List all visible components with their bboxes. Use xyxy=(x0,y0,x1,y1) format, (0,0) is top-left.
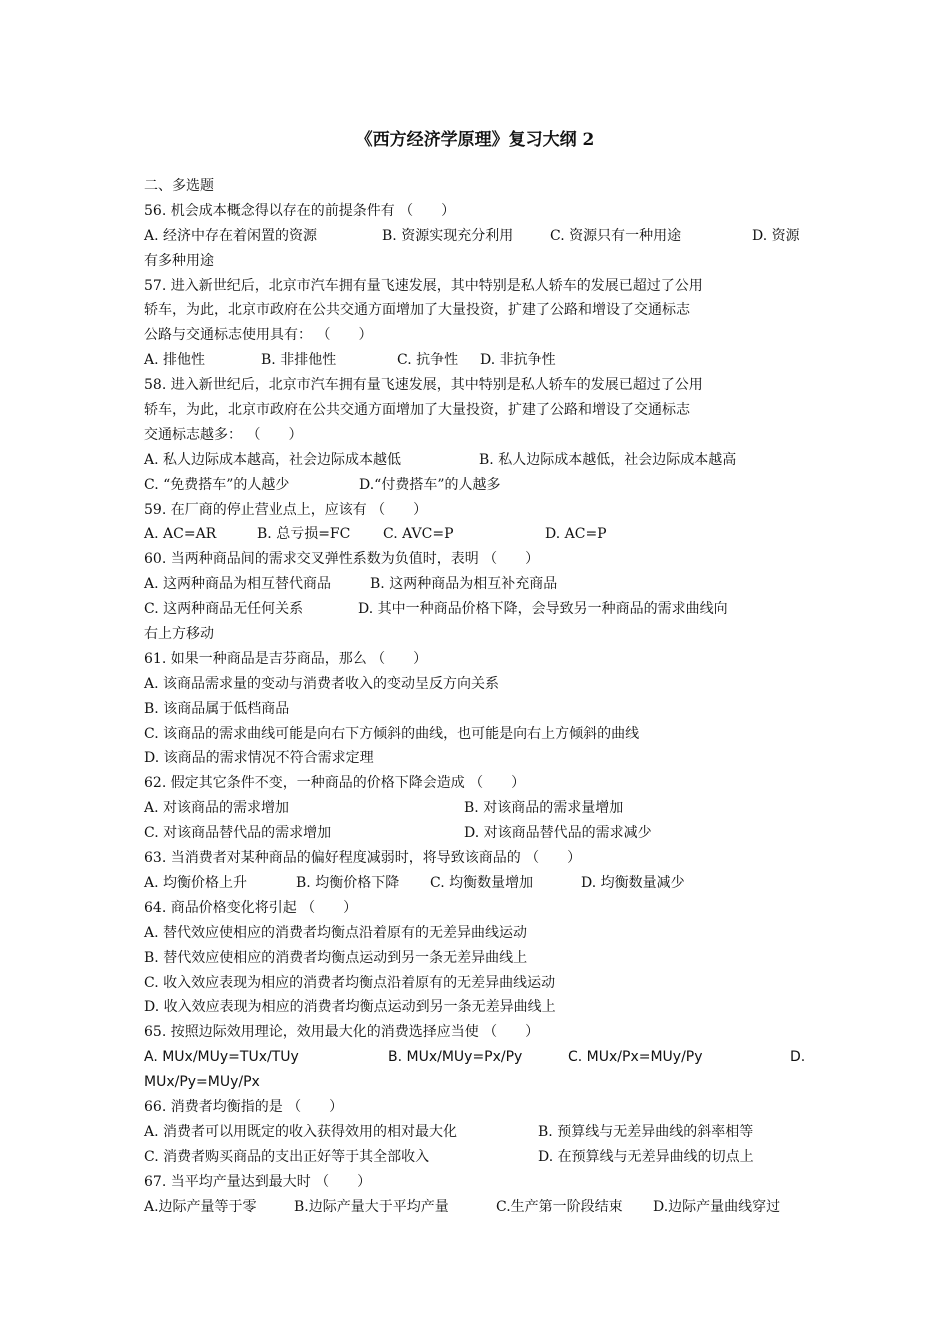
option-c: C. MUx/Px=MUy/Py xyxy=(568,1049,703,1066)
question-59: 59. 在厂商的停止营业点上，应该有 （ ） xyxy=(144,501,428,518)
option-d: D. 收入效应表现为相应的消费者均衡点运动到另一条无差异曲线上 xyxy=(144,999,556,1016)
option-c: C. 资源只有一种用途 xyxy=(550,227,682,244)
option-c: C.生产第一阶段结束 xyxy=(496,1198,623,1215)
option-b: B.边际产量大于平均产量 xyxy=(294,1198,449,1215)
question-65-options xyxy=(144,1045,806,1070)
option-d: D. 均衡数量减少 xyxy=(581,874,685,891)
option-c: C. 对该商品替代品的需求增加 xyxy=(144,825,332,842)
option-d: D. 非抗争性 xyxy=(480,352,556,369)
question-57-options xyxy=(144,348,806,373)
question-67-options xyxy=(144,1195,806,1220)
option-d: D.边际产量曲线穿过 xyxy=(653,1198,781,1215)
option-d: D. 其中一种商品价格下降，会导致另一种商品的需求曲线向 xyxy=(358,601,728,618)
option-a: A. 私人边际成本越高，社会边际成本越低 xyxy=(144,451,402,468)
question-60-options-2 xyxy=(144,597,806,622)
option-d: D. AC=P xyxy=(545,526,607,543)
option-b: B. 均衡价格下降 xyxy=(296,874,400,891)
option-a: A.边际产量等于零 xyxy=(144,1198,257,1215)
option-c: C. 这两种商品无任何关系 xyxy=(144,601,304,618)
option-b: B. 这两种商品为相互补充商品 xyxy=(370,576,558,593)
section-heading: 二、多选题 xyxy=(144,178,214,194)
question-60: 60. 当两种商品间的需求交叉弹性系数为负值时，表明 （ ） xyxy=(144,551,540,568)
option-c: C. 均衡数量增加 xyxy=(430,874,534,891)
option-a: A. 对该商品的需求增加 xyxy=(144,800,290,817)
question-58-line-2: 轿车，为此，北京市政府在公共交通方面增加了大量投资，扩建了公路和增设了交通标志 xyxy=(144,402,690,419)
question-60-continuation: 右上方移动 xyxy=(144,626,214,643)
option-c: C. 该商品的需求曲线可能是向右下方倾斜的曲线，也可能是向右上方倾斜的曲线 xyxy=(144,725,640,742)
option-b: B. 替代效应使相应的消费者均衡点运动到另一条无差异曲线上 xyxy=(144,949,528,966)
option-d: D. xyxy=(790,1049,806,1066)
question-60-options xyxy=(144,572,806,597)
option-d: D. 对该商品替代品的需求减少 xyxy=(464,825,652,842)
question-58-options xyxy=(144,448,806,473)
option-d: D. 该商品的需求情况不符合需求定理 xyxy=(144,750,374,767)
question-56-options xyxy=(144,224,806,249)
option-d: D.“付费搭车”的人越多 xyxy=(359,476,501,493)
option-c: C. 抗争性 xyxy=(397,352,459,369)
option-c: C. AVC=P xyxy=(383,526,454,543)
document-title: 《西方经济学原理》复习大纲 2 xyxy=(355,130,595,150)
option-d: D. 资源 xyxy=(752,227,800,244)
question-65-continuation: MUx/Py=MUy/Px xyxy=(144,1074,260,1091)
question-66: 66. 消费者均衡指的是 （ ） xyxy=(144,1098,344,1115)
question-66-options-2 xyxy=(144,1145,806,1170)
option-a: A. 替代效应使相应的消费者均衡点沿着原有的无差异曲线运动 xyxy=(144,924,528,941)
question-61: 61. 如果一种商品是吉芬商品，那么 （ ） xyxy=(144,650,428,667)
option-a: A. AC=AR xyxy=(144,526,217,543)
question-57-line-2: 轿车，为此，北京市政府在公共交通方面增加了大量投资，扩建了公路和增设了交通标志 xyxy=(144,302,690,319)
option-d: D. 在预算线与无差异曲线的切点上 xyxy=(538,1148,754,1165)
option-a: A. 排他性 xyxy=(144,352,206,369)
option-a: A. 这两种商品为相互替代商品 xyxy=(144,576,332,593)
question-67: 67. 当平均产量达到最大时 （ ） xyxy=(144,1173,372,1190)
question-63: 63. 当消费者对某种商品的偏好程度减弱时，将导致该商品的 （ ） xyxy=(144,850,582,867)
question-59-options xyxy=(144,522,806,547)
option-b: B. 该商品属于低档商品 xyxy=(144,700,290,717)
option-b: B. 私人边际成本越低，社会边际成本越高 xyxy=(479,451,737,468)
option-b: B. 非排他性 xyxy=(261,352,337,369)
question-58: 58. 进入新世纪后，北京市汽车拥有量飞速发展，其中特别是私人轿车的发展已超过了公用 xyxy=(144,377,703,394)
option-a: A. 经济中存在着闲置的资源 xyxy=(144,227,318,244)
option-a: A. 均衡价格上升 xyxy=(144,874,248,891)
question-56: 56. 机会成本概念得以存在的前提条件有 （ ） xyxy=(144,202,456,219)
option-b: B. 资源实现充分利用 xyxy=(382,227,514,244)
question-62-options xyxy=(144,796,806,821)
option-a: A. 消费者可以用既定的收入获得效用的相对最大化 xyxy=(144,1123,458,1140)
option-b: B. MUx/MUy=Px/Py xyxy=(388,1049,523,1066)
option-b: B. 预算线与无差异曲线的斜率相等 xyxy=(538,1123,754,1140)
question-65: 65. 按照边际效用理论，效用最大化的消费选择应当使 （ ） xyxy=(144,1024,540,1041)
option-a: A. 该商品需求量的变动与消费者收入的变动呈反方向关系 xyxy=(144,675,500,692)
option-a: A. MUx/MUy=TUx/TUy xyxy=(144,1049,299,1066)
question-62-options-2 xyxy=(144,821,806,846)
question-63-options xyxy=(144,871,806,896)
question-64: 64. 商品价格变化将引起 （ ） xyxy=(144,899,358,916)
option-c: C. 消费者购买商品的支出正好等于其全部收入 xyxy=(144,1148,430,1165)
option-b: B. 总亏损=FC xyxy=(257,526,351,543)
question-56-continuation: 有多种用途 xyxy=(144,252,214,269)
question-66-options xyxy=(144,1120,806,1145)
option-b: B. 对该商品的需求量增加 xyxy=(464,800,624,817)
question-58-options-2 xyxy=(144,473,806,498)
question-58-line-3: 交通标志越多： （ ） xyxy=(144,426,303,443)
option-c: C. “免费搭车”的人越少 xyxy=(144,476,290,493)
question-57-line-3: 公路与交通标志使用具有： （ ） xyxy=(144,327,373,344)
question-57: 57. 进入新世纪后，北京市汽车拥有量飞速发展，其中特别是私人轿车的发展已超过了公用 xyxy=(144,277,703,294)
option-c: C. 收入效应表现为相应的消费者均衡点沿着原有的无差异曲线运动 xyxy=(144,974,556,991)
document-body xyxy=(144,174,806,1219)
question-62: 62. 假定其它条件不变，一种商品的价格下降会造成 （ ） xyxy=(144,775,526,792)
